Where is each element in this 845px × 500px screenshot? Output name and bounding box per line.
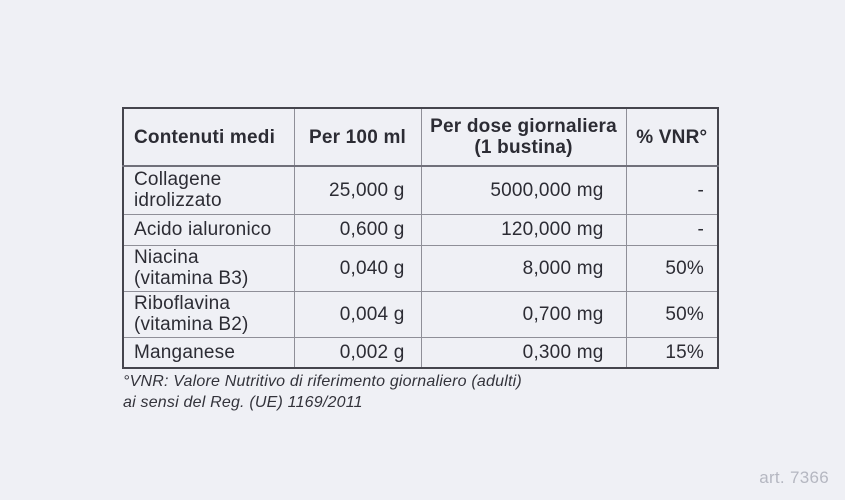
table-row-collagene	[123, 166, 718, 214]
header-per-dose-line2: (1 bustina)	[474, 137, 573, 158]
cell-name	[123, 337, 294, 368]
cell-name	[123, 245, 294, 291]
cell-vnr: -	[626, 214, 718, 245]
nutrition-table-header	[123, 108, 718, 166]
cell-per-100ml: 0,600 g	[294, 214, 421, 245]
vnr-footnote	[123, 371, 522, 413]
name-line2: (vitamina B3)	[134, 268, 249, 289]
cell-vnr: -	[626, 166, 718, 214]
table-row-riboflavina	[123, 291, 718, 337]
table-row-acido-ialuronico	[123, 214, 718, 245]
table-row-manganese	[123, 337, 718, 368]
name-line2: idrolizzato	[134, 190, 222, 212]
name-line1: Manganese	[134, 341, 236, 363]
cell-per-dose: 0,300 mg	[421, 337, 626, 368]
header-per-dose-line1: Per dose giornaliera	[430, 116, 617, 137]
name-line1: Collagene	[134, 169, 222, 191]
cell-name	[123, 166, 294, 214]
name-line1: Acido ialuronico	[134, 219, 272, 240]
cell-per-100ml: 0,004 g	[294, 291, 421, 337]
vnr-footnote-line1: °VNR: Valore Nutritivo di riferimento giornaliero (adulti)	[123, 373, 522, 390]
name-line2: (vitamina B2)	[134, 314, 249, 335]
cell-name	[123, 291, 294, 337]
table-row-niacina	[123, 245, 718, 291]
cell-per-100ml: 0,002 g	[294, 337, 421, 368]
cell-per-dose: 0,700 mg	[421, 291, 626, 337]
cell-per-100ml: 0,040 g	[294, 245, 421, 291]
article-number: art. 7366	[759, 468, 829, 487]
name-line1: Riboflavina	[134, 293, 231, 314]
cell-vnr: 50%	[626, 291, 718, 337]
cell-per-100ml: 25,000 g	[294, 166, 421, 214]
nutrition-table	[122, 107, 719, 369]
name-line1: Niacina	[134, 247, 199, 268]
cell-vnr: 50%	[626, 245, 718, 291]
cell-vnr: 15%	[626, 337, 718, 368]
header-per-100ml: Per 100 ml	[294, 108, 421, 166]
cell-per-dose: 8,000 mg	[421, 245, 626, 291]
cell-per-dose: 5000,000 mg	[421, 166, 626, 214]
vnr-footnote-line2: ai sensi del Reg. (UE) 1169/2011	[123, 394, 363, 411]
header-contents: Contenuti medi	[123, 108, 294, 166]
header-per-dose	[421, 108, 626, 166]
cell-name	[123, 214, 294, 245]
header-vnr: % VNR°	[626, 108, 718, 166]
cell-per-dose: 120,000 mg	[421, 214, 626, 245]
